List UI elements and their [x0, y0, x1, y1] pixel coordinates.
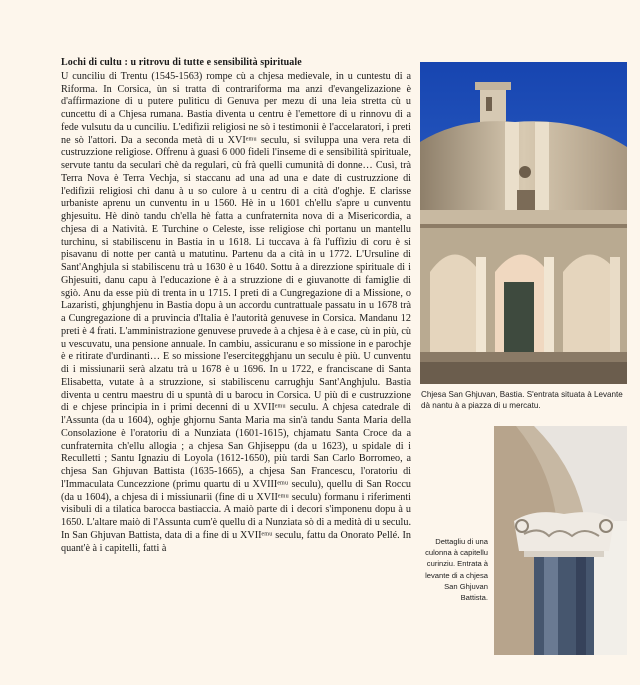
capital-caption: Dettagliu di una culonna à capitellu curinziu. Entrata à levante di a chjesa San Ghjuvan Battista.: [425, 537, 488, 603]
church-facade-photo: [420, 62, 627, 384]
article-body: [61, 57, 411, 555]
facade-caption: Chjesa San Ghjuvan, Bastia. S'entrata situata à Levante dà nantu à a piazza di u mercatu.: [421, 390, 623, 410]
column-capital-photo: [494, 426, 627, 655]
article-paragraph: U cunciliu di Trentu (1545-1563) rompe cù a chjesa medievale, in u cuntestu di a Riforma. In Corsica, ùn si tratta di contrariforma ma anzi d'evangelizazione è d'affirmazione di u putere pulìticu di Genuva per mezu di una leia stretta cù u cuncettu di a Chjesa rumana. Bastia diventa u centru è l'emettore di u rinnovu di a fede vulsutu da u cunciliu. L'edifizii religiosi ne sò i testimonii è l'accelaratori, i preti ne sò l'attori. Da a seconda metà di u XVIᵉᵐᵘ seculu, si sviluppa una vera reta di custruzzione religiose. Offrenu à guasi 6 000 fideli l'inseme di e sensibilità spirituale, servute tantu da seculari chè da regulari, cù frà quelli cumunità di donne… Cusì, trà Terra Nova è Terra Vechja, si staccanu ad una ad una e date di custruzzione di l'edifizii religiosi chì danu à u so culore à u centru di a cità d'oghje. E clarisse urbaniste aprenu un cunventu in u 1560. Hè in u 1601 ch'ellu s'apre u cunventu ghjesuitu. Hè dinò tandu ch'ella hè fatta a cunfraternita nova di a Misericordia, a chjesa di a Natività. E Turchine o Celeste, isse religiose chì portanu un mantellu turchinu, si stabiliscenu in Bastia in u 1618. Li tuccava à fà l'uffiziu di coru è si pisavanu di notte per cantà u matutinu. Partenu da a cità in u 1772. L'Ursuline di Sant'Anghjula si stabiliscenu trà u 1630 è u 1640. Sottu à a direzzione spirituale di i Ghjesuiti, danu capu à l'educazione è à a struzzione di e giuvanotte di famiglie di sgiò. Anu da esse più di trenta in u 1715. I preti di a Cungregazione di a Missione, o Lazaristi, ghjunghjenu in Bastia dopu à un accordu cuntrattuale passatu in u 1678 trà a Cungregazione di a pruvincia d'Italia è l'autorità genuvese in Corsica. Mandanu 12 preti è 4 frati. L'amministrazione genuvese pruvede à a chjesa è à e case, cù in più, cù u vescuvatu, una pensione annuale. In cambiu, assicuranu e so missione in e parochje è e ritirate d'urdinanti… E so missione l'esercitegghjanu un seculu è più. U cunventu di i missiunarii serà alzatu trà u 1678 è u 1696. In u 1722, e franciscane di Santa Elisabetta, vutate à a struzzione, si stabiliscenu carrughju Sant'Anghjulu. Bastia diventa u centru maestru di u spuntà di u barocu in Corsica. U più di e custruzzione di e chjese principia in i primi decenni di u XVIIᵉᵐᵘ seculu. A chjesa catedrale di l'Assunta (da u 1604), oghje ghjornu Santa Maria ma sin'à tandu Santa Maria della Consolazione è l'oratoriu di a Nunziata (1601-1615), chjamatu Santa Croce da a cunfraternita ch'ellu allogia ; a chjesa San Ghjiseppu (da u 1623), u spidale di i Reculletti ; Santu Ignaziu di Loyola (1612-1650), più tardi San Carlo Borromeo, a chjesa San Ghjuvan Battista (1635-1665), a chjesa San Francescu, l'oratoriu di l'Immaculata Cuncezzione (primu quartu di u XVIIIᵉᵐᵘ seculu), quellu di San Roccu (da u 1604), a chjesa di i missiunarii (fine di u XVIIᵉᵐᵘ seculu) formanu i riferimenti visibuli di a tilatica barocca bastiaccia. A maiò parte di i decori s'imponenu dopu à u 1650. L'altare maiò di l'Assunta cum'è quellu di a Nunziata sò di a medità di u seculu. In San Ghjuvan Battista, data di a fine di u XVIIᵉᵐᵘ seculu, fattu da Onorato Pellé. In quant'è à i capitelli, fatti à: [61, 70, 411, 554]
section-heading: Lochi di cultu : u ritrovu di tutte e sensibilità spirituale: [61, 57, 302, 68]
